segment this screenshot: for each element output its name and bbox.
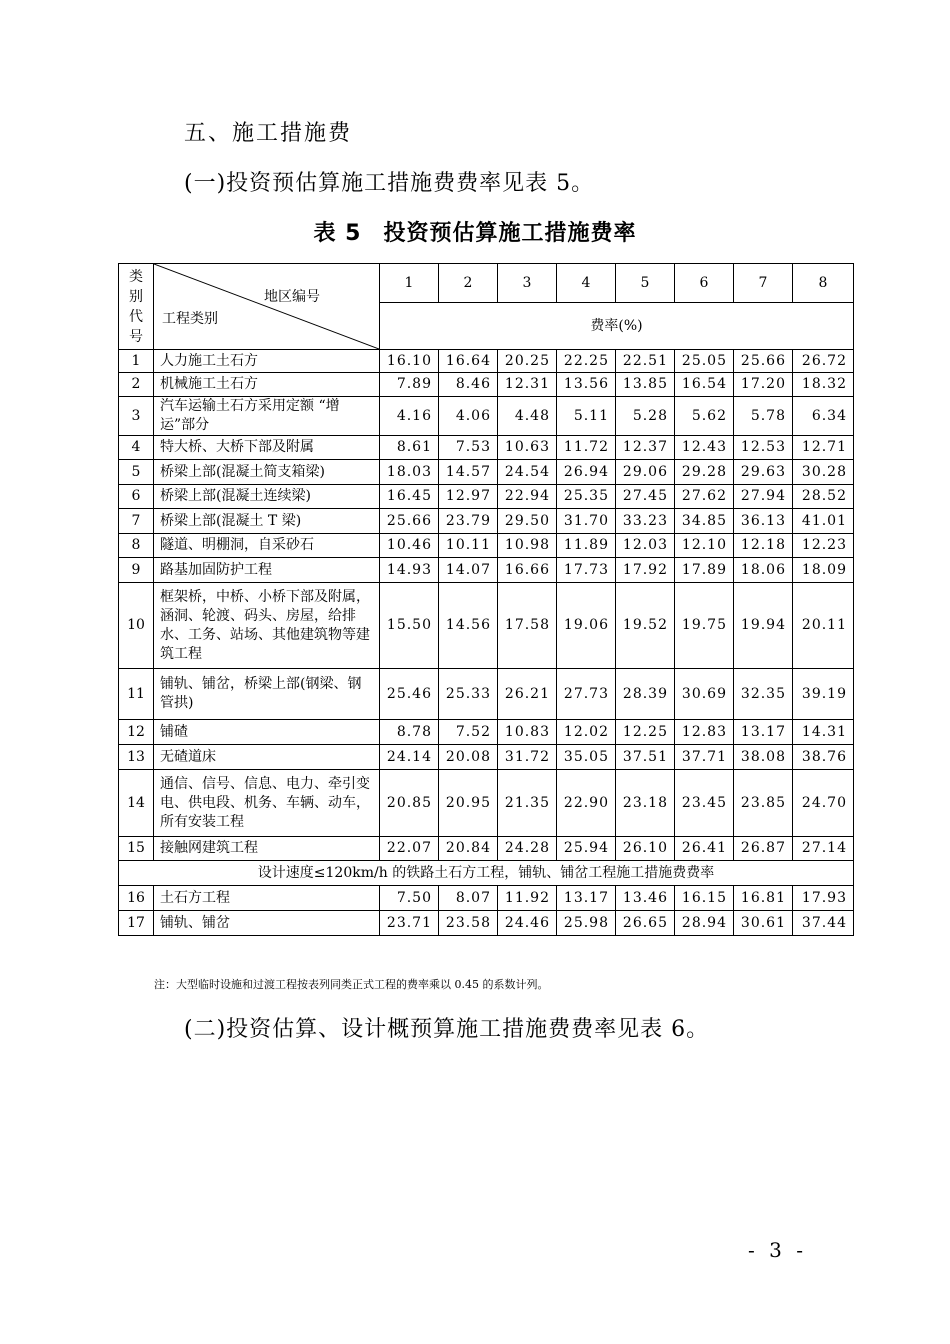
region-number: 3 [498, 264, 557, 303]
rate-cell: 29.50 [498, 509, 557, 534]
code-header-char: 号 [129, 328, 143, 345]
row-code: 2 [119, 373, 154, 397]
rate-cell: 34.85 [675, 509, 734, 534]
region-number: 8 [793, 264, 854, 303]
rate-cell: 14.56 [439, 583, 498, 669]
rate-cell: 17.92 [616, 558, 675, 583]
rate-cell: 27.45 [616, 485, 675, 509]
row-name: 土石方工程 [154, 886, 380, 911]
rate-cell: 18.06 [734, 558, 793, 583]
rate-cell: 22.94 [498, 485, 557, 509]
rate-cell: 19.52 [616, 583, 675, 669]
row-code: 8 [119, 534, 154, 558]
rate-cell: 17.93 [793, 886, 854, 911]
row-code: 11 [119, 669, 154, 720]
rate-cell: 37.44 [793, 911, 854, 936]
rate-cell: 26.87 [734, 837, 793, 861]
rate-cell: 29.63 [734, 460, 793, 485]
table-row [119, 583, 854, 669]
rate-cell: 23.79 [439, 509, 498, 534]
rate-cell: 24.46 [498, 911, 557, 936]
row-name: 铺碴 [154, 720, 380, 745]
rate-cell: 13.17 [734, 720, 793, 745]
rate-cell: 38.08 [734, 745, 793, 770]
span-row-text: 设计速度≤120km/h 的铁路土石方工程，铺轨、铺岔工程施工措施费费率 [119, 861, 854, 886]
rate-cell: 13.56 [557, 373, 616, 397]
rate-cell: 14.57 [439, 460, 498, 485]
row-name: 汽车运输土石方采用定额 “增运”部分 [154, 397, 380, 436]
subsection-heading-1: (一)投资预估算施工措施费费率见表 5。 [184, 171, 595, 196]
rate-cell: 12.02 [557, 720, 616, 745]
row-code: 12 [119, 720, 154, 745]
rate-cell: 27.73 [557, 669, 616, 720]
row-name: 铺轨、铺岔 [154, 911, 380, 936]
rate-cell: 12.43 [675, 436, 734, 460]
rate-cell: 26.21 [498, 669, 557, 720]
table-row [119, 373, 854, 397]
row-name: 机械施工土石方 [154, 373, 380, 397]
rate-cell: 22.25 [557, 350, 616, 373]
rate-cell: 35.05 [557, 745, 616, 770]
rate-cell: 4.48 [498, 397, 557, 436]
rate-cell: 12.71 [793, 436, 854, 460]
rate-cell: 39.19 [793, 669, 854, 720]
rate-cell: 23.58 [439, 911, 498, 936]
table-caption [0, 216, 950, 247]
rate-cell: 19.94 [734, 583, 793, 669]
row-code: 14 [119, 770, 154, 837]
rate-cell: 17.89 [675, 558, 734, 583]
rate-cell: 26.72 [793, 350, 854, 373]
rate-cell: 16.10 [380, 350, 439, 373]
rate-cell: 29.06 [616, 460, 675, 485]
rate-cell: 7.89 [380, 373, 439, 397]
rate-cell: 30.28 [793, 460, 854, 485]
rate-cell: 20.11 [793, 583, 854, 669]
row-code: 3 [119, 397, 154, 436]
rate-cell: 6.34 [793, 397, 854, 436]
diagonal-header-cell [154, 264, 380, 350]
rate-cell: 22.51 [616, 350, 675, 373]
rate-cell: 25.98 [557, 911, 616, 936]
rate-cell: 26.10 [616, 837, 675, 861]
rate-cell: 10.46 [380, 534, 439, 558]
region-number: 2 [439, 264, 498, 303]
code-header-char: 类 [129, 268, 143, 285]
rate-cell: 32.35 [734, 669, 793, 720]
rate-cell: 15.50 [380, 583, 439, 669]
table-row [119, 886, 854, 911]
row-code: 9 [119, 558, 154, 583]
row-name: 桥梁上部(混凝土连续梁) [154, 485, 380, 509]
rate-cell: 10.98 [498, 534, 557, 558]
rate-cell: 16.45 [380, 485, 439, 509]
rate-cell: 31.70 [557, 509, 616, 534]
rate-cell: 31.72 [498, 745, 557, 770]
rate-cell: 5.11 [557, 397, 616, 436]
region-number: 6 [675, 264, 734, 303]
table-note: 注：大型临时设施和过渡工程按表列同类正式工程的费率乘以 0.45 的系数计列。 [154, 978, 549, 991]
rate-cell: 8.78 [380, 720, 439, 745]
rate-cell: 25.35 [557, 485, 616, 509]
row-name: 接触网建筑工程 [154, 837, 380, 861]
rate-cell: 18.03 [380, 460, 439, 485]
rate-cell: 17.73 [557, 558, 616, 583]
rate-cell: 26.41 [675, 837, 734, 861]
row-name: 人力施工土石方 [154, 350, 380, 373]
rate-cell: 22.90 [557, 770, 616, 837]
table-row [119, 534, 854, 558]
rate-cell: 16.54 [675, 373, 734, 397]
row-name: 通信、信号、信息、电力、牵引变电、供电段、机务、车辆、动车，所有安装工程 [154, 770, 380, 837]
rate-cell: 25.66 [380, 509, 439, 534]
rate-cell: 7.50 [380, 886, 439, 911]
rate-cell: 13.85 [616, 373, 675, 397]
rate-cell: 4.06 [439, 397, 498, 436]
rate-cell: 18.09 [793, 558, 854, 583]
rate-cell: 20.95 [439, 770, 498, 837]
table-row [119, 350, 854, 373]
row-code: 13 [119, 745, 154, 770]
rate-cell: 25.33 [439, 669, 498, 720]
row-code: 6 [119, 485, 154, 509]
subsection-heading-2: (二)投资估算、设计概预算施工措施费费率见表 6。 [184, 1017, 710, 1042]
rate-cell: 22.07 [380, 837, 439, 861]
rate-cell: 28.39 [616, 669, 675, 720]
rate-cell: 28.94 [675, 911, 734, 936]
row-code: 15 [119, 837, 154, 861]
rate-cell: 11.92 [498, 886, 557, 911]
rate-cell: 23.85 [734, 770, 793, 837]
region-number: 5 [616, 264, 675, 303]
table-row [119, 485, 854, 509]
table-row [119, 558, 854, 583]
rate-cell: 10.63 [498, 436, 557, 460]
rate-cell: 10.83 [498, 720, 557, 745]
rate-cell: 13.17 [557, 886, 616, 911]
span-row [119, 861, 854, 886]
rate-cell: 25.66 [734, 350, 793, 373]
rate-cell: 27.62 [675, 485, 734, 509]
rate-cell: 27.94 [734, 485, 793, 509]
rate-cell: 19.06 [557, 583, 616, 669]
table-title: 投资预估算施工措施费率 [383, 221, 637, 246]
rate-cell: 24.28 [498, 837, 557, 861]
region-number: 7 [734, 264, 793, 303]
rate-cell: 30.61 [734, 911, 793, 936]
rate-cell: 25.05 [675, 350, 734, 373]
row-name: 铺轨、铺岔，桥梁上部(钢梁、钢管拱) [154, 669, 380, 720]
table-row [119, 669, 854, 720]
rate-cell: 20.85 [380, 770, 439, 837]
rate-cell: 16.66 [498, 558, 557, 583]
rate-cell: 16.81 [734, 886, 793, 911]
table-row [119, 911, 854, 936]
table-row [119, 837, 854, 861]
rate-cell: 11.89 [557, 534, 616, 558]
rate-cell: 17.58 [498, 583, 557, 669]
table-row [119, 770, 854, 837]
region-number: 1 [380, 264, 439, 303]
rate-cell: 16.15 [675, 886, 734, 911]
rate-cell: 17.20 [734, 373, 793, 397]
rate-cell: 8.46 [439, 373, 498, 397]
code-header-char: 代 [129, 308, 143, 325]
rate-cell: 36.13 [734, 509, 793, 534]
rate-cell: 23.71 [380, 911, 439, 936]
row-code: 17 [119, 911, 154, 936]
table-row [119, 436, 854, 460]
rate-cell: 12.83 [675, 720, 734, 745]
rate-cell: 26.94 [557, 460, 616, 485]
rate-cell: 28.52 [793, 485, 854, 509]
page-number: - 3 - [748, 1238, 807, 1262]
rate-cell: 12.37 [616, 436, 675, 460]
row-name: 路基加固防护工程 [154, 558, 380, 583]
diag-region-label: 地区编号 [264, 289, 320, 305]
rate-cell: 21.35 [498, 770, 557, 837]
rate-cell: 14.07 [439, 558, 498, 583]
rate-cell: 7.52 [439, 720, 498, 745]
row-name: 桥梁上部(混凝土 T 梁) [154, 509, 380, 534]
rate-cell: 18.32 [793, 373, 854, 397]
rate-cell: 12.97 [439, 485, 498, 509]
table-label: 表 5 [313, 221, 362, 246]
rate-cell: 12.53 [734, 436, 793, 460]
rate-cell: 14.93 [380, 558, 439, 583]
rate-cell: 7.53 [439, 436, 498, 460]
rate-cell: 24.14 [380, 745, 439, 770]
rate-cell: 29.28 [675, 460, 734, 485]
row-code: 16 [119, 886, 154, 911]
row-code: 1 [119, 350, 154, 373]
code-header-char: 别 [129, 288, 143, 305]
rate-cell: 23.18 [616, 770, 675, 837]
rate-cell: 38.76 [793, 745, 854, 770]
rate-cell: 12.25 [616, 720, 675, 745]
rate-cell: 27.14 [793, 837, 854, 861]
table-row [119, 509, 854, 534]
row-code: 7 [119, 509, 154, 534]
row-code: 4 [119, 436, 154, 460]
rate-cell: 41.01 [793, 509, 854, 534]
region-number: 4 [557, 264, 616, 303]
table-row [119, 397, 854, 436]
rate-cell: 11.72 [557, 436, 616, 460]
rate-cell: 12.10 [675, 534, 734, 558]
table-row [119, 745, 854, 770]
rate-cell: 25.94 [557, 837, 616, 861]
rate-cell: 12.03 [616, 534, 675, 558]
row-code: 10 [119, 583, 154, 669]
rate-cell: 20.84 [439, 837, 498, 861]
rate-cell: 25.46 [380, 669, 439, 720]
rate-cell: 5.78 [734, 397, 793, 436]
rate-cell: 12.18 [734, 534, 793, 558]
rate-cell: 20.08 [439, 745, 498, 770]
rate-unit-label: 费率(%) [380, 303, 854, 350]
rate-cell: 14.31 [793, 720, 854, 745]
rate-cell: 16.64 [439, 350, 498, 373]
rate-cell: 8.07 [439, 886, 498, 911]
rate-cell: 13.46 [616, 886, 675, 911]
rate-cell: 8.61 [380, 436, 439, 460]
table-row [119, 460, 854, 485]
rate-cell: 24.70 [793, 770, 854, 837]
rate-cell: 23.45 [675, 770, 734, 837]
rates-table [118, 263, 854, 936]
rate-cell: 5.28 [616, 397, 675, 436]
rate-cell: 37.51 [616, 745, 675, 770]
rate-cell: 12.31 [498, 373, 557, 397]
rate-cell: 20.25 [498, 350, 557, 373]
row-name: 特大桥、大桥下部及附属 [154, 436, 380, 460]
header-row-regions [119, 264, 854, 303]
rate-cell: 19.75 [675, 583, 734, 669]
row-name: 无碴道床 [154, 745, 380, 770]
rate-cell: 5.62 [675, 397, 734, 436]
row-name: 桥梁上部(混凝土简支箱梁) [154, 460, 380, 485]
section-heading: 五、施工措施费 [184, 121, 353, 146]
row-name: 隧道、明棚洞，自采砂石 [154, 534, 380, 558]
rate-cell: 10.11 [439, 534, 498, 558]
rate-cell: 24.54 [498, 460, 557, 485]
rate-cell: 33.23 [616, 509, 675, 534]
rate-cell: 30.69 [675, 669, 734, 720]
row-code: 5 [119, 460, 154, 485]
code-header [119, 264, 154, 350]
diag-category-label: 工程类别 [162, 311, 218, 327]
rate-cell: 12.23 [793, 534, 854, 558]
rate-cell: 4.16 [380, 397, 439, 436]
rate-cell: 37.71 [675, 745, 734, 770]
rate-cell: 26.65 [616, 911, 675, 936]
row-name: 框架桥，中桥、小桥下部及附属，涵洞、轮渡、码头、房屋，给排水、工务、站场、其他建筑物等建筑工程 [154, 583, 380, 669]
table-row [119, 720, 854, 745]
